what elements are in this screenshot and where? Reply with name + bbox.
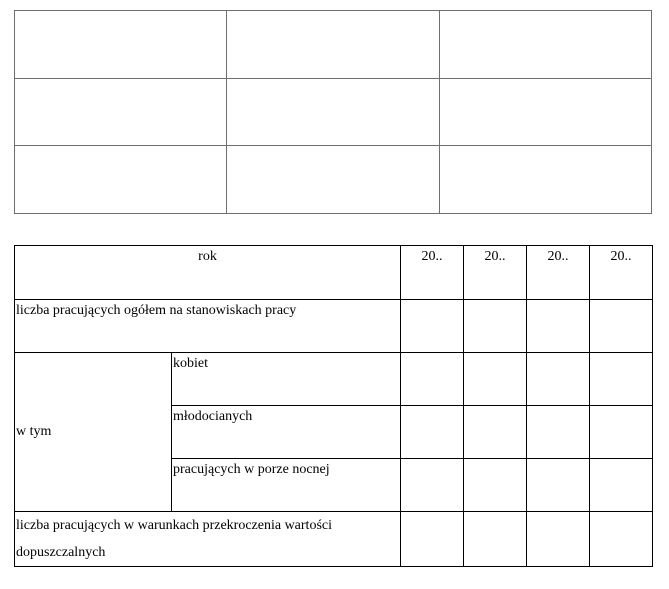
value-cell xyxy=(464,459,527,512)
header-row xyxy=(15,246,653,300)
value-cell xyxy=(401,300,464,353)
value-cell xyxy=(590,406,653,459)
value-cell xyxy=(401,512,464,567)
row-label-exceeded xyxy=(15,512,401,567)
value-cell xyxy=(527,353,590,406)
value-cell xyxy=(590,459,653,512)
value-cell xyxy=(527,512,590,567)
value-cell xyxy=(590,353,653,406)
empty-grid-row xyxy=(15,146,652,214)
year-header-1: 20.. xyxy=(401,246,464,300)
employment-table xyxy=(14,245,653,567)
empty-cell xyxy=(15,146,227,214)
value-cell xyxy=(527,406,590,459)
year-header-4: 20.. xyxy=(590,246,653,300)
value-cell xyxy=(527,459,590,512)
value-cell xyxy=(401,353,464,406)
empty-cell xyxy=(440,11,652,79)
value-cell xyxy=(527,300,590,353)
year-header-3: 20.. xyxy=(527,246,590,300)
value-cell xyxy=(401,406,464,459)
empty-cell xyxy=(227,11,440,79)
empty-cell xyxy=(227,78,440,146)
row-label-total: liczba pracujących ogółem na stanowiskach pracy xyxy=(15,300,401,353)
table-row-total xyxy=(15,300,653,353)
value-cell xyxy=(464,512,527,567)
empty-grid-row xyxy=(15,78,652,146)
row-label-night: pracujących w porze nocnej xyxy=(172,459,401,512)
empty-cell xyxy=(440,146,652,214)
table-row-exceeded xyxy=(15,512,653,567)
empty-cell xyxy=(440,78,652,146)
empty-grid-table xyxy=(14,10,652,214)
row-label-women: kobiet xyxy=(172,353,401,406)
value-cell xyxy=(590,300,653,353)
empty-grid-row xyxy=(15,11,652,79)
row-label-exceeded-line2: dopuszczalnych xyxy=(16,545,106,560)
row-label-including: w tym xyxy=(15,353,172,512)
row-label-exceeded-line1: liczba pracujących w warunkach przekroczenia wartości xyxy=(16,518,332,533)
value-cell xyxy=(464,353,527,406)
empty-cell xyxy=(15,11,227,79)
empty-cell xyxy=(227,146,440,214)
row-label-juveniles: młodocianych xyxy=(172,406,401,459)
year-header-label: rok xyxy=(15,246,401,300)
value-cell xyxy=(590,512,653,567)
value-cell xyxy=(464,300,527,353)
value-cell xyxy=(401,459,464,512)
empty-cell xyxy=(15,78,227,146)
table-row-women xyxy=(15,353,653,406)
year-header-2: 20.. xyxy=(464,246,527,300)
value-cell xyxy=(464,406,527,459)
